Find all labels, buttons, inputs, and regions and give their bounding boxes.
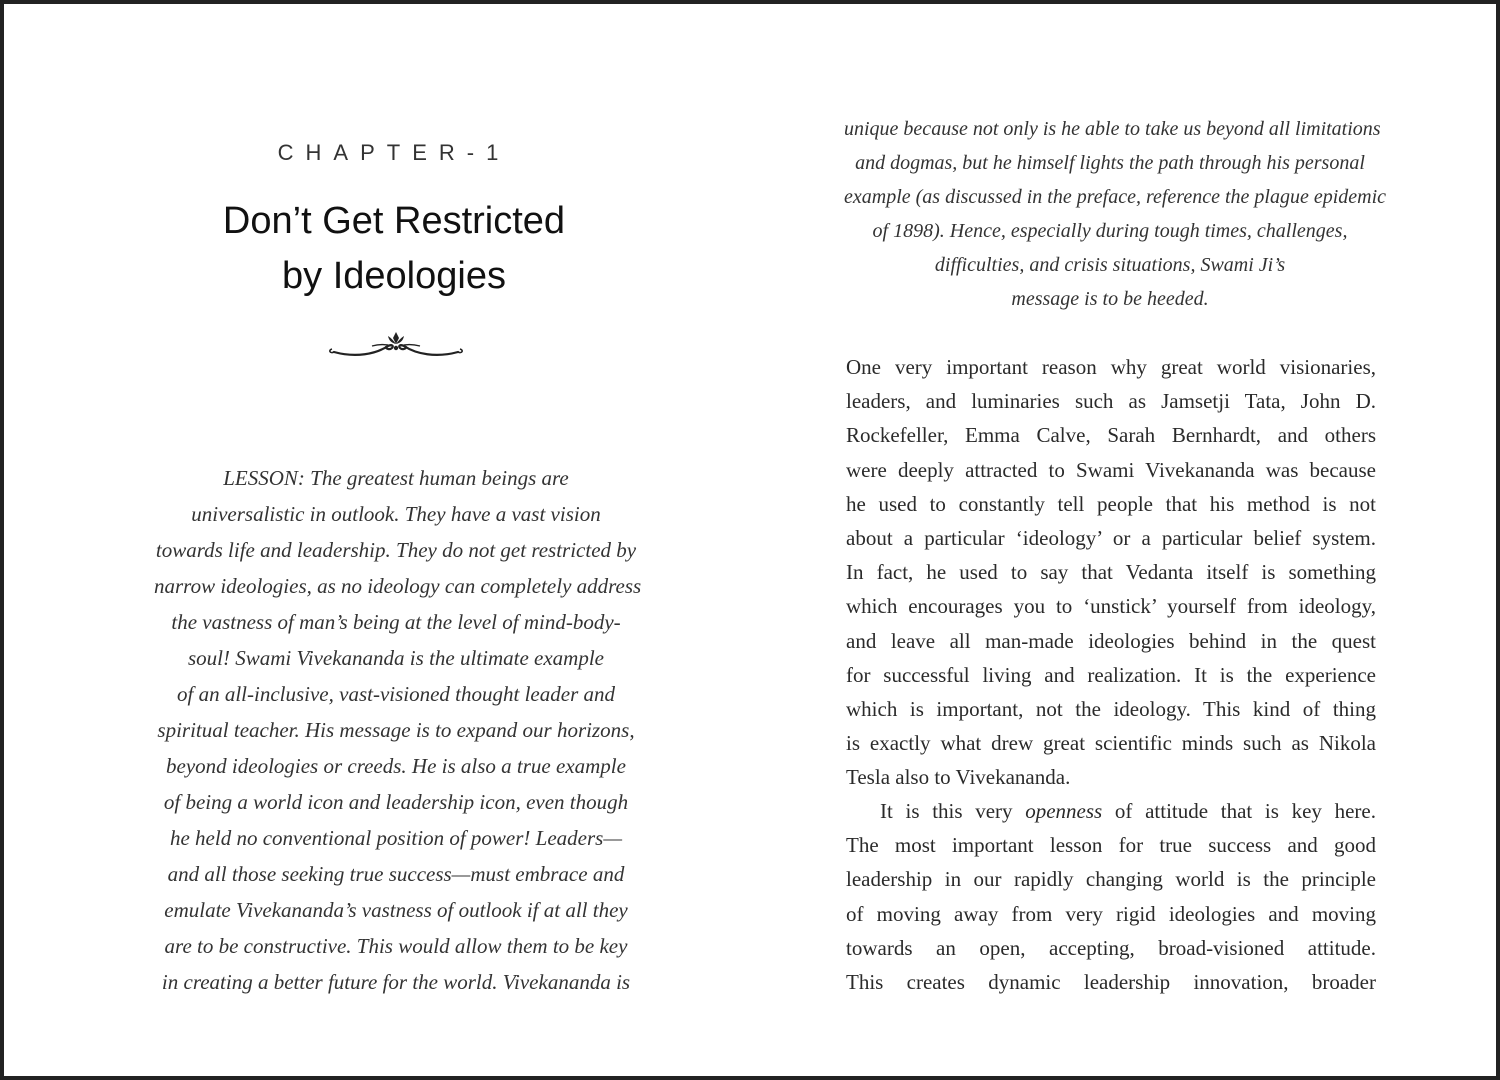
body-line: Rockefeller, Emma Calve, Sarah Bernhardt, and others bbox=[846, 423, 1376, 448]
body-line: and leave all man-made ideologies behind in the quest bbox=[846, 628, 1376, 653]
lesson-text bbox=[154, 460, 642, 1000]
body-line: Tesla also to Vivekananda. bbox=[846, 765, 1071, 790]
body-line: which encourages you to ‘unstick’ yourself from ideology, bbox=[846, 594, 1376, 619]
lesson-line: the vastness of man’s being at the level of mind-body- bbox=[171, 610, 621, 634]
body-paragraph-2 bbox=[846, 794, 1376, 999]
left-page bbox=[4, 4, 784, 1076]
chapter-label: CHAPTER-1 bbox=[277, 140, 511, 165]
body-paragraph-1 bbox=[846, 350, 1376, 795]
lesson-continuation bbox=[844, 112, 1387, 316]
lesson-line: spiritual teacher. His message is to expand our horizons, bbox=[157, 718, 635, 742]
lesson-line: soul! Swami Vivekananda is the ultimate example bbox=[187, 646, 605, 670]
lesson-line: and all those seeking true success—must embrace and bbox=[167, 862, 625, 886]
lesson-line: narrow ideologies, as no ideology can completely address bbox=[154, 574, 642, 598]
chapter-title-line-1: Don’t Get Restricted bbox=[222, 200, 566, 242]
body-line: In fact, he used to say that Vedanta itself is something bbox=[846, 560, 1376, 585]
body-line: leadership in our rapidly changing world is the principle bbox=[846, 867, 1376, 892]
lesson-line: in creating a better future for the world. Vivekananda is bbox=[161, 970, 631, 994]
body-line: for successful living and realization. It is the experience bbox=[846, 662, 1376, 687]
body-line: The most important lesson for true success and good bbox=[846, 833, 1376, 858]
chapter-title-line-2: by Ideologies bbox=[282, 255, 506, 297]
lesson-line: beyond ideologies or creeds. He is also a true example bbox=[166, 754, 626, 778]
quote-line: of 1898). Hence, especially during tough times, challenges, bbox=[872, 220, 1348, 242]
body-text-run: It is this very bbox=[880, 799, 1026, 823]
body-line: were deeply attracted to Swami Vivekananda was because bbox=[846, 457, 1376, 482]
quote-line: and dogmas, but he himself lights the path through his personal bbox=[855, 152, 1365, 174]
body-line: is exactly what drew great scientific minds such as Nikola bbox=[846, 731, 1376, 756]
body-line: which is important, not the ideology. This kind of thing bbox=[846, 697, 1376, 722]
body-line: One very important reason why great world visionaries, bbox=[846, 355, 1376, 379]
body-text-run: of attitude that is key here. bbox=[1102, 799, 1376, 823]
fleuron-ornament-icon bbox=[326, 324, 466, 364]
right-page bbox=[784, 4, 1496, 1076]
quote-line: difficulties, and crisis situations, Swami Ji’s bbox=[934, 254, 1286, 276]
lesson-line: of an all-inclusive, vast-visioned thought leader and bbox=[176, 682, 615, 706]
body-line: he used to constantly tell people that his method is not bbox=[846, 491, 1376, 516]
lesson-line: universalistic in outlook. They have a vast vision bbox=[191, 502, 601, 526]
body-line: about a particular ‘ideology’ or a particular belief system. bbox=[846, 526, 1376, 551]
emphasis-openness: openness bbox=[1025, 799, 1103, 823]
lesson-line: are to be constructive. This would allow them to be key bbox=[164, 934, 628, 958]
quote-line: unique because not only is he able to take us beyond all limitations bbox=[844, 118, 1381, 140]
quote-line: message is to be heeded. bbox=[1011, 288, 1209, 310]
body-line: towards an open, accepting, broad-visioned attitude. bbox=[846, 935, 1376, 960]
chapter-title bbox=[4, 194, 784, 304]
body-line: leaders, and luminaries such as Jamsetji Tata, John D. bbox=[846, 389, 1376, 414]
quote-line: example (as discussed in the preface, reference the plague epidemic bbox=[844, 186, 1387, 208]
lesson-line: of being a world icon and leadership icon, even though bbox=[163, 790, 629, 814]
lesson-line: emulate Vivekananda’s vastness of outlook if at all they bbox=[164, 898, 628, 922]
lesson-line: he held no conventional position of power! Leaders— bbox=[169, 826, 623, 850]
body-line: This creates dynamic leadership innovation, broader bbox=[846, 970, 1376, 995]
body-line: of moving away from very rigid ideologies and moving bbox=[846, 901, 1376, 926]
body-line-first bbox=[846, 794, 1376, 828]
lesson-line: LESSON: The greatest human beings are bbox=[223, 466, 569, 490]
lesson-line: towards life and leadership. They do not get restricted by bbox=[155, 538, 637, 562]
